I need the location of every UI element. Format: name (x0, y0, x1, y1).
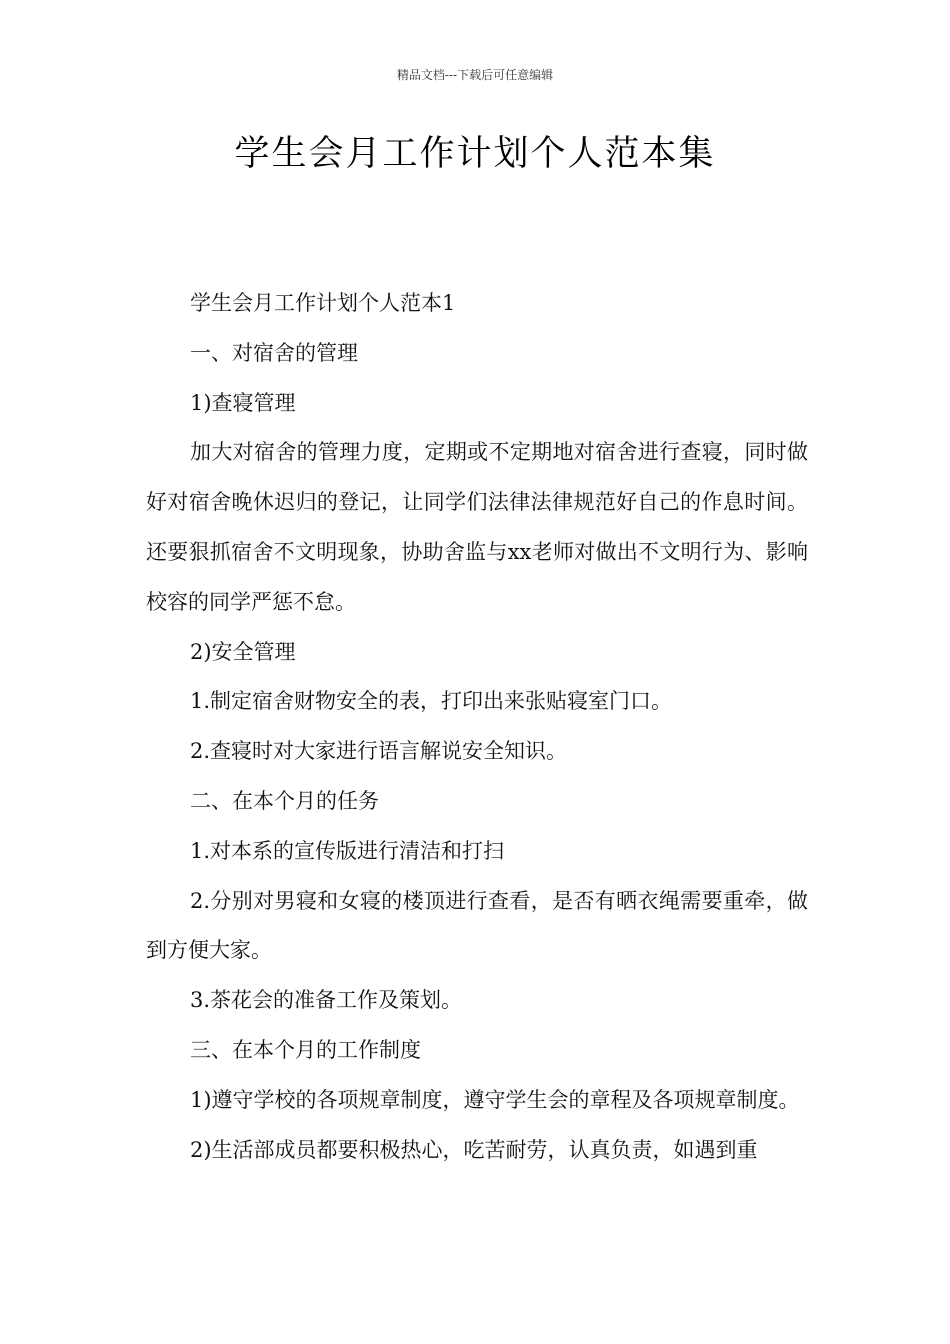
paragraph: 1)查寝管理 (190, 390, 296, 415)
paragraph: 2.分别对男寝和女寝的楼顶进行查看，是否有晒衣绳需要重牵，做到方便大家。 (146, 888, 808, 963)
paragraph: 三、在本个月的工作制度 (190, 1037, 421, 1062)
paragraph: 一、对宿舍的管理 (190, 340, 358, 365)
paragraph: 3.茶花会的准备工作及策划。 (190, 988, 463, 1013)
paragraph: 1.制定宿舍财物安全的表，打印出来张贴寝室门口。 (190, 689, 673, 714)
paragraph: 2)安全管理 (190, 639, 296, 664)
paragraph: 1)遵守学校的各项规章制度，遵守学生会的章程及各项规章制度。 (190, 1087, 800, 1112)
document-title: 学生会月工作计划个人范本集 (234, 134, 716, 174)
page-header: 精品文档---下载后可任意编辑 (396, 68, 554, 82)
paragraph: 加大对宿舍的管理力度，定期或不定期地对宿舍进行查寝，同时做好对宿舍晚休迟归的登记，让同学们法律法律规范好自己的作息时间。还要狠抓宿舍不文明现象，协助舍监与xx老师对做出不文明行为、影响校容的同学严惩不怠。 (146, 440, 808, 614)
document-body (146, 279, 808, 1175)
paragraph: 1.对本系的宣传版进行清洁和打扫 (190, 838, 505, 863)
paragraph: 2)生活部成员都要积极热心，吃苦耐劳，认真负责，如遇到重 (190, 1137, 758, 1162)
paragraph: 学生会月工作计划个人范本1 (190, 291, 456, 315)
paragraph: 2.查寝时对大家进行语言解说安全知识。 (190, 739, 568, 764)
paragraph: 二、在本个月的任务 (190, 788, 379, 813)
